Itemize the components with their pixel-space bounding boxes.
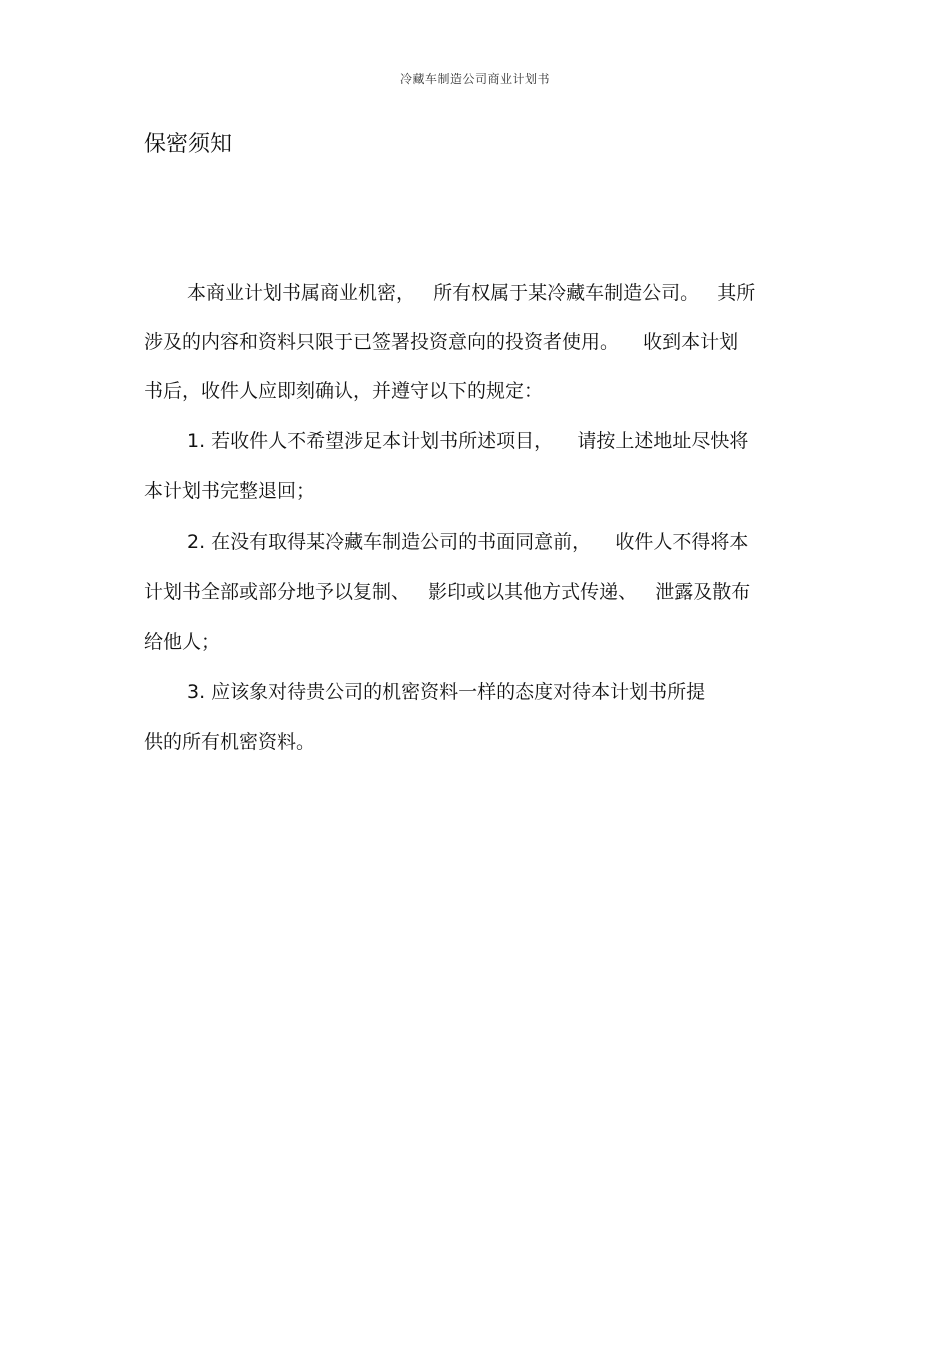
- paragraph-line: 涉及的内容和资料只限于已签署投资意向的投资者使用。 收到本计划: [144, 331, 739, 353]
- running-header: 冷藏车制造公司商业计划书: [399, 72, 550, 86]
- section-title: 保密须知: [144, 132, 233, 157]
- paragraph-line: 书后，收件人应即刻确认，并遵守以下的规定：: [144, 380, 544, 402]
- paragraph-line: 本商业计划书属商业机密， 所有权属于某冷藏车制造公司。 其所: [187, 282, 756, 304]
- paragraph-line: 供的所有机密资料。: [144, 731, 316, 753]
- paragraph-line: 给他人；: [144, 631, 221, 653]
- paragraph-line: 计划书全部或部分地予以复制、 影印或以其他方式传递、 泄露及散布: [144, 581, 751, 603]
- paragraph-line: 2. 在没有取得某冷藏车制造公司的书面同意前， 收件人不得将本: [187, 531, 749, 553]
- paragraph-line: 3. 应该象对待贵公司的机密资料一样的态度对待本计划书所提: [187, 681, 706, 703]
- paragraph-line: 1. 若收件人不希望涉足本计划书所述项目， 请按上述地址尽快将: [187, 430, 749, 452]
- paragraph-line: 本计划书完整退回；: [144, 480, 316, 502]
